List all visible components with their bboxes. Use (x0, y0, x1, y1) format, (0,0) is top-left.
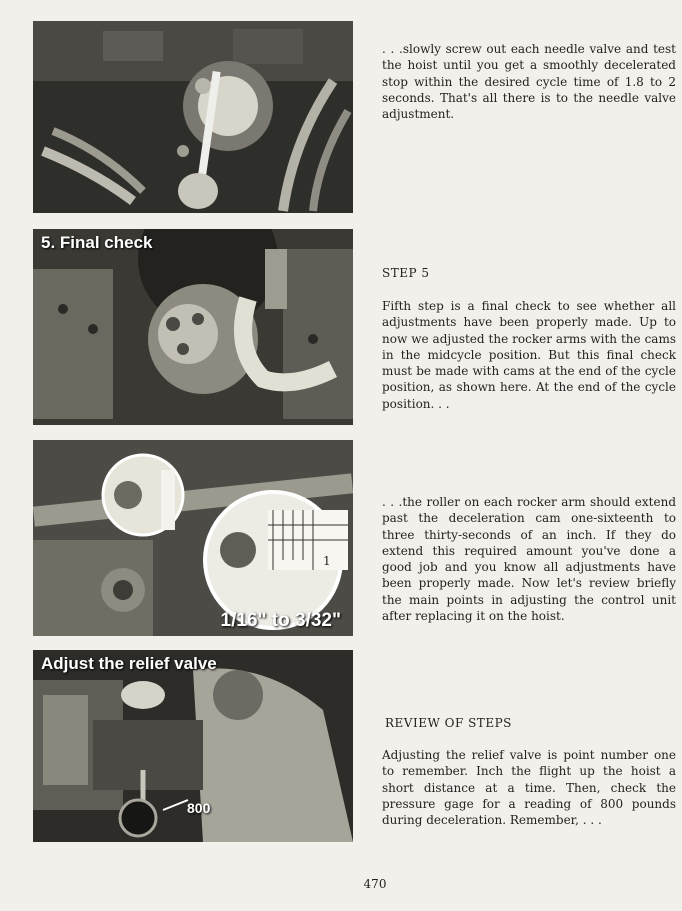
photo-roller-measurement (33, 440, 353, 636)
photo-needle-valve (33, 21, 353, 213)
page-number: 470 (363, 877, 387, 891)
review-paragraph: Adjusting the relief valve is point number one to remember. Inch the flight up the hoist a short distance at a time. Then, check the pressure gage for a reading of 800 pounds during deceleration. Remember, . . . (382, 748, 676, 828)
roller-paragraph: . . .the roller on each rocker arm should extend past the deceleration cam one-sixteenth to three thirty-seconds of an inch. If they do extend this required amount you've done a good job and you know all adjustments have been properly made. Now let's review briefly the main points in adjusting the control unit after replacing it on the hoist. (382, 495, 676, 624)
step5-paragraph: Fifth step is a final check to see whether all adjustments have been properly made. Up to now we adjusted the rocker arms with the cams in the midcycle position. But this final check must be made with cams at the end of the cycle position, as shown here. At the end of the cycle position. . . (382, 299, 676, 411)
photo-relief-valve (33, 650, 353, 842)
intro-paragraph: . . .slowly screw out each needle valve and test the hoist until you get a smoothly decelerated stop within the desired cycle time of 1.8 to 2 seconds. That's all there is to the needle valve adjustment. (382, 42, 676, 122)
step5-heading: STEP 5 (382, 266, 430, 280)
needle-valve-image (33, 21, 353, 213)
roller-measurement-image (33, 440, 353, 636)
photo-caption: 5. Final check (41, 233, 153, 252)
scale-mark: 1 (323, 554, 331, 568)
final-check-image (33, 229, 353, 425)
measurement-caption: 1/16" to 3/32" (220, 610, 341, 631)
review-heading: REVIEW OF STEPS (385, 716, 512, 730)
gage-reading-label: 800 (187, 800, 211, 816)
photo-caption: Adjust the relief valve (41, 654, 217, 673)
photo-final-check (33, 229, 353, 425)
